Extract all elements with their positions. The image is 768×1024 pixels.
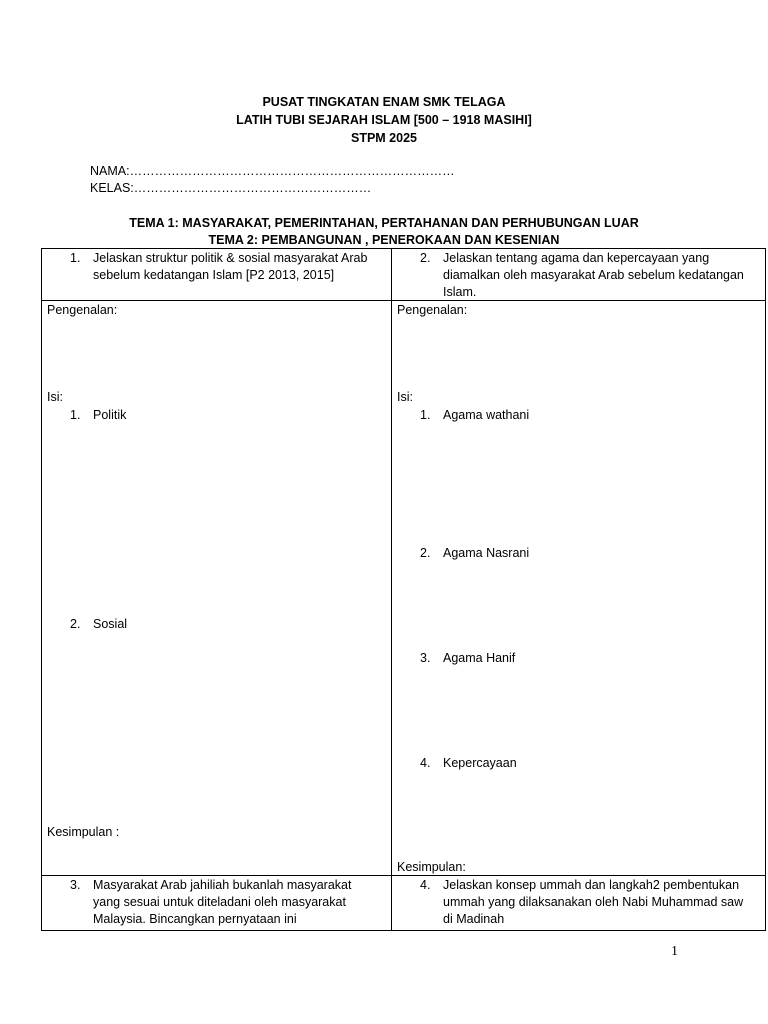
list-item-number: 2. <box>70 617 81 631</box>
list-item: Agama Nasrani <box>443 546 530 560</box>
list-item: Agama Hanif <box>443 651 516 665</box>
kesimpulan-label: Kesimpulan : <box>47 825 120 839</box>
question-text-line: yang sesuai untuk diteladani oleh masyarakat <box>93 895 346 909</box>
question-table <box>41 248 766 931</box>
list-item-number: 1. <box>70 408 81 422</box>
pengenalan-label: Pengenalan: <box>47 303 118 317</box>
question-text-line: di Madinah <box>443 912 505 926</box>
list-item-number: 3. <box>420 651 431 665</box>
isi-label: Isi: <box>47 390 63 404</box>
kelas-field: KELAS:………………………………………………… <box>90 181 372 195</box>
list-item-number: 2. <box>420 546 431 560</box>
question-text-line: Jelaskan struktur politik & sosial masyarakat Arab <box>93 251 368 265</box>
school-title: PUSAT TINGKATAN ENAM SMK TELAGA <box>262 95 506 109</box>
question-text-line: sebelum kedatangan Islam [P2 2013, 2015] <box>93 268 335 282</box>
page-number: 1 <box>671 944 678 959</box>
question-number: 2. <box>420 251 431 265</box>
tema1-heading: TEMA 1: MASYARAKAT, PEMERINTAHAN, PERTAHANAN DAN PERHUBUNGAN LUAR <box>129 216 639 230</box>
table-row-divider <box>41 300 765 301</box>
list-item-number: 1. <box>420 408 431 422</box>
pengenalan-label: Pengenalan: <box>397 303 468 317</box>
list-item: Agama wathani <box>443 408 530 422</box>
question-text-line: Malaysia. Bincangkan pernyataan ini <box>93 912 297 926</box>
exercise-title: LATIH TUBI SEJARAH ISLAM [500 – 1918 MASIHI] <box>236 113 532 127</box>
list-item: Politik <box>93 408 127 422</box>
question-text-line: Islam. <box>443 285 477 299</box>
question-number: 3. <box>70 878 81 892</box>
question-text-line: Jelaskan konsep ummah dan langkah2 pembentukan <box>443 878 740 892</box>
question-number: 4. <box>420 878 431 892</box>
question-text-line: Jelaskan tentang agama dan kepercayaan yang <box>443 251 710 265</box>
question-text-line: Masyarakat Arab jahiliah bukanlah masyarakat <box>93 878 352 892</box>
isi-label: Isi: <box>397 390 413 404</box>
question-text-line: diamalkan oleh masyarakat Arab sebelum kedatangan <box>443 268 744 282</box>
question-text-line: ummah yang dilaksanakan oleh Nabi Muhammad saw <box>443 895 744 909</box>
tema2-heading: TEMA 2: PEMBANGUNAN , PENEROKAAN DAN KESENIAN <box>208 233 560 247</box>
question-number: 1. <box>70 251 81 265</box>
exam-title: STPM 2025 <box>350 131 417 145</box>
list-item: Kepercayaan <box>443 756 517 770</box>
list-item: Sosial <box>93 617 128 631</box>
kesimpulan-label: Kesimpulan: <box>397 860 466 874</box>
nama-field: NAMA:…………………………………………………………………… <box>90 164 455 178</box>
table-column-divider <box>391 248 392 930</box>
list-item-number: 4. <box>420 756 431 770</box>
